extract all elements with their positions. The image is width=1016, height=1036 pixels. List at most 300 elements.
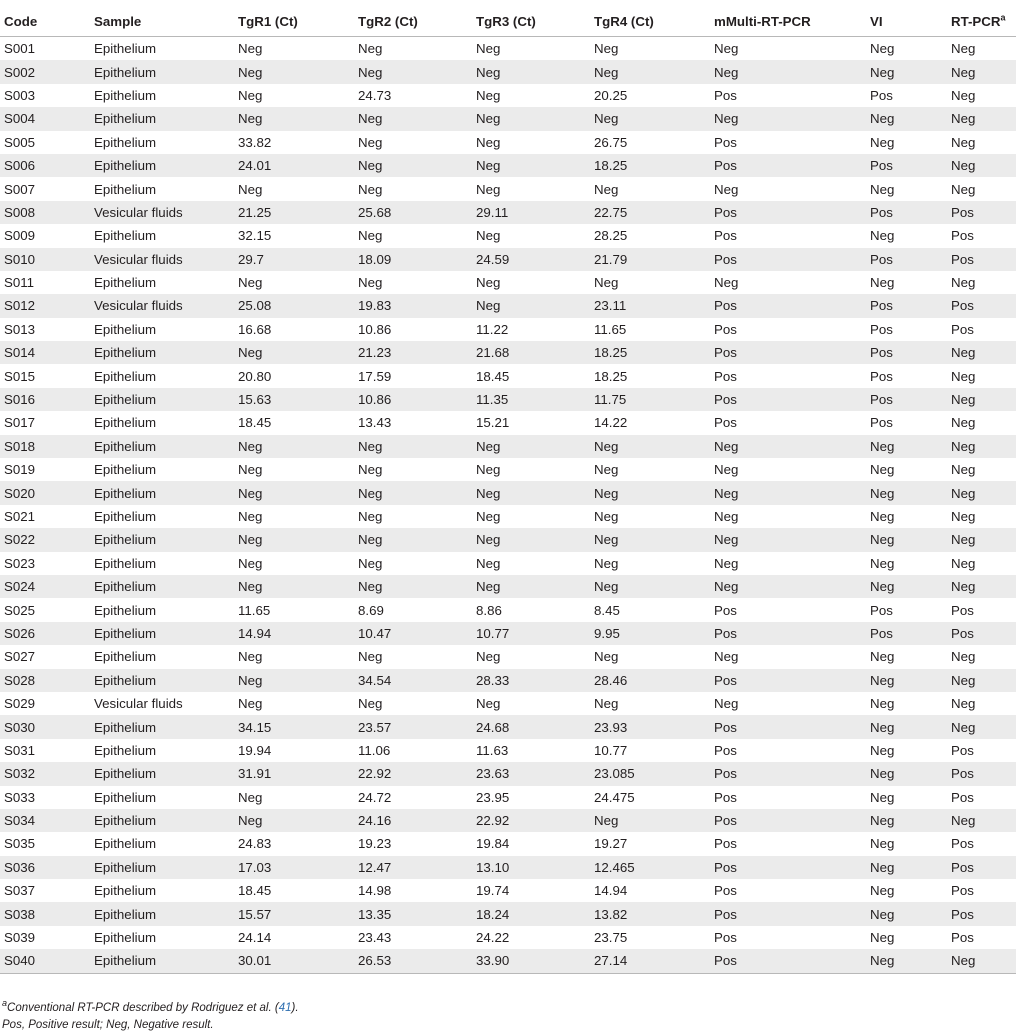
cell-tgr1: Neg [234,481,354,504]
cell-tgr2: 21.23 [354,341,472,364]
cell-tgr4: 19.27 [594,836,628,852]
cell-vi: Pos [866,622,947,645]
table-row [0,739,1016,762]
cell-tgr4: 9.95 [590,622,710,645]
cell-tgr4: 23.11 [590,294,710,317]
table-row [0,645,1016,668]
cell-sample: Epithelium [90,481,234,504]
cell-rt-pcr: Neg [951,509,976,524]
cell-tgr1: Neg [238,649,263,665]
cell-vi: Pos [866,248,947,271]
cell-sample: Epithelium [94,602,157,618]
reference-link[interactable]: 41 [278,1002,292,1014]
cell-vi: Neg [870,275,895,291]
cell-mmulti-rt-pcr: Pos [714,321,737,337]
cell-rt-pcr: Pos [951,742,974,758]
cell-tgr3: 33.90 [472,949,590,973]
cell-tgr2: Neg [354,528,472,551]
cell-rt-pcr: Neg [947,435,1016,458]
cell-tgr3: 19.84 [476,836,510,852]
cell-sample: Epithelium [90,809,234,832]
cell-tgr4: 20.25 [594,87,628,103]
cell-rt-pcr: Neg [947,715,1016,738]
cell-rt-pcr: Pos [947,762,1016,785]
cell-tgr1: Neg [238,789,263,805]
cell-tgr3: 19.74 [476,883,510,899]
cell-code: S012 [0,294,90,317]
cell-tgr1: 15.57 [234,902,354,925]
cell-code: S034 [0,809,90,832]
cell-tgr3: Neg [472,435,590,458]
cell-sample: Epithelium [94,649,157,665]
table-row [0,37,1016,61]
table-row [0,692,1016,715]
footnote-a-text: Conventional RT-PCR described by Rodriguez et al. ( [7,1002,279,1014]
cell-tgr3: Neg [476,649,501,665]
cell-tgr1: 24.14 [238,930,272,946]
cell-vi: Neg [870,836,895,852]
table-row [0,154,1016,177]
cell-mmulti-rt-pcr: Neg [714,275,739,291]
cell-code: S016 [0,388,90,411]
cell-mmulti-rt-pcr: Neg [714,649,739,665]
cell-mmulti-rt-pcr: Neg [714,696,739,712]
cell-vi: Neg [870,41,895,57]
cell-vi: Neg [866,481,947,504]
cell-vi: Neg [866,809,947,832]
table-row [0,364,1016,387]
cell-vi: Neg [866,715,947,738]
cell-tgr2: 25.68 [354,201,472,224]
cell-tgr2: Neg [358,696,383,712]
cell-tgr3: Neg [476,509,501,524]
cell-tgr2: 10.86 [354,388,472,411]
table-row [0,879,1016,902]
cell-vi: Pos [866,201,947,224]
cell-rt-pcr: Pos [951,321,974,337]
cell-tgr3: 15.21 [476,415,510,431]
cell-tgr1: 18.45 [238,415,272,431]
cell-sample: Epithelium [90,154,234,177]
cell-rt-pcr: Pos [947,201,1016,224]
cell-tgr1: 34.15 [234,715,354,738]
cell-vi: Pos [866,341,947,364]
cell-rt-pcr: Neg [951,696,976,712]
cell-rt-pcr: Pos [951,836,974,852]
cell-code: S032 [0,762,90,785]
cell-sample: Epithelium [94,228,157,244]
cell-mmulti-rt-pcr: Neg [714,462,739,478]
cell-tgr3: Neg [472,294,590,317]
cell-rt-pcr: Pos [951,789,974,805]
cell-sample: Epithelium [94,930,157,946]
cell-code: S037 [4,883,36,899]
cell-sample: Epithelium [90,60,234,83]
cell-code: S010 [0,248,90,271]
cell-mmulti-rt-pcr: Neg [710,435,866,458]
cell-code: S036 [0,856,90,879]
cell-tgr1: Neg [238,275,263,291]
cell-rt-pcr: Pos [951,602,974,618]
cell-tgr4: 18.25 [590,154,710,177]
cell-code: S011 [4,275,35,291]
footnote-marker: a [1000,12,1006,23]
cell-tgr4: 28.46 [590,669,710,692]
cell-tgr4: Neg [594,41,619,57]
cell-vi: Neg [866,856,947,879]
header-sample: Sample [90,6,234,37]
cell-tgr4: Neg [590,528,710,551]
cell-mmulti-rt-pcr: Neg [710,528,866,551]
cell-rt-pcr: Pos [947,622,1016,645]
table-row [0,598,1016,621]
table-row [0,715,1016,738]
cell-tgr2: 19.83 [354,294,472,317]
cell-vi: Neg [866,60,947,83]
cell-tgr1: Neg [238,509,263,524]
header-tgr4: TgR4 (Ct) [590,6,710,37]
cell-tgr3: 22.92 [472,809,590,832]
cell-tgr4: 23.93 [590,715,710,738]
cell-tgr2: 26.53 [354,949,472,973]
cell-tgr2: Neg [358,134,383,150]
header-mmulti-rt-pcr: mMulti-RT-PCR [710,6,866,37]
cell-tgr2: 8.69 [358,602,384,618]
table-row [0,131,1016,154]
cell-tgr2: Neg [358,275,383,291]
cell-tgr4: Neg [594,181,619,197]
cell-tgr3: 11.22 [476,321,509,337]
cell-tgr3: Neg [476,87,501,103]
cell-mmulti-rt-pcr: Neg [714,41,739,57]
cell-tgr2: 24.16 [354,809,472,832]
cell-mmulti-rt-pcr: Neg [714,509,739,524]
cell-mmulti-rt-pcr: Pos [714,134,737,150]
cell-tgr4: Neg [590,575,710,598]
cell-rt-pcr: Neg [951,181,976,197]
cell-vi: Neg [870,134,895,150]
table-row [0,762,1016,785]
cell-vi: Pos [866,294,947,317]
table-row [0,856,1016,879]
cell-sample: Epithelium [94,275,157,291]
cell-tgr2: Neg [358,649,383,665]
cell-mmulti-rt-pcr: Pos [710,154,866,177]
abbreviations-note: Pos, Positive result; Neg, Negative result. [2,1019,214,1031]
table-row [0,902,1016,925]
cell-rt-pcr: Neg [951,415,976,431]
cell-vi: Neg [866,949,947,973]
cell-tgr4: 23.085 [590,762,710,785]
cell-tgr4: 22.75 [590,201,710,224]
cell-tgr1: Neg [234,669,354,692]
table-row [0,84,1016,107]
cell-sample: Epithelium [90,575,234,598]
cell-code: S023 [4,555,36,571]
cell-mmulti-rt-pcr: Pos [714,742,737,758]
cell-tgr4: 18.25 [594,368,628,384]
cell-sample: Epithelium [90,107,234,130]
cell-sample: Epithelium [94,883,157,899]
cell-tgr4: Neg [594,555,619,571]
cell-tgr4: 11.65 [594,321,627,337]
cell-vi: Neg [866,107,947,130]
cell-vi: Neg [870,930,895,946]
cell-tgr1: Neg [238,41,263,57]
cell-rt-pcr: Pos [947,248,1016,271]
table-row [0,294,1016,317]
cell-tgr2: Neg [354,154,472,177]
cell-mmulti-rt-pcr: Pos [710,622,866,645]
cell-tgr2: Neg [358,462,383,478]
cell-mmulti-rt-pcr: Pos [710,388,866,411]
cell-tgr3: 23.95 [476,789,510,805]
cell-tgr2: Neg [354,481,472,504]
cell-vi: Neg [870,509,895,524]
cell-tgr3: Neg [476,181,501,197]
cell-code: S013 [4,321,36,337]
cell-mmulti-rt-pcr: Pos [714,836,737,852]
cell-rt-pcr: Pos [947,294,1016,317]
cell-tgr1: 21.25 [234,201,354,224]
cell-tgr2: 13.43 [358,415,392,431]
cell-tgr2: 10.86 [358,321,392,337]
cell-vi: Pos [870,368,893,384]
cell-sample: Epithelium [90,715,234,738]
cell-tgr4: 28.25 [594,228,628,244]
cell-code: S002 [0,60,90,83]
cell-tgr3: Neg [476,462,501,478]
cell-vi: Neg [866,575,947,598]
cell-vi: Neg [870,649,895,665]
cell-sample: Epithelium [90,341,234,364]
cell-tgr4: 21.79 [590,248,710,271]
cell-mmulti-rt-pcr: Neg [710,107,866,130]
cell-mmulti-rt-pcr: Pos [710,715,866,738]
cell-sample: Epithelium [94,368,157,384]
cell-rt-pcr: Neg [951,462,976,478]
cell-tgr2: 14.98 [358,883,392,899]
cell-tgr2: Neg [354,60,472,83]
cell-rt-pcr: Pos [951,228,974,244]
cell-sample: Epithelium [94,742,157,758]
cell-code: S022 [0,528,90,551]
cell-tgr1: Neg [238,696,263,712]
cell-mmulti-rt-pcr: Neg [710,60,866,83]
cell-code: S009 [4,228,36,244]
cell-tgr3: Neg [476,555,501,571]
cell-mmulti-rt-pcr: Pos [710,294,866,317]
cell-rt-pcr: Neg [947,809,1016,832]
cell-tgr1: 29.7 [234,248,354,271]
cell-tgr2: 13.35 [354,902,472,925]
cell-rt-pcr: Pos [951,883,974,899]
cell-rt-pcr: Neg [951,275,976,291]
cell-tgr1: Neg [238,87,263,103]
cell-mmulti-rt-pcr: Neg [714,555,739,571]
cell-mmulti-rt-pcr: Neg [714,181,739,197]
footnote-a-marker: a [2,998,8,1009]
cell-tgr2: 22.92 [354,762,472,785]
cell-code: S001 [4,41,36,57]
cell-code: S017 [4,415,36,431]
cell-tgr4: 23.75 [594,930,628,946]
cell-tgr1: 18.45 [238,883,272,899]
cell-sample: Epithelium [94,462,157,478]
cell-tgr3: 23.63 [472,762,590,785]
cell-rt-pcr: Neg [947,388,1016,411]
cell-tgr4: 12.465 [590,856,710,879]
cell-tgr3: Neg [476,41,501,57]
cell-mmulti-rt-pcr: Pos [710,248,866,271]
cell-tgr1: 30.01 [234,949,354,973]
cell-tgr1: 24.83 [238,836,272,852]
cell-code: S024 [0,575,90,598]
cell-sample: Epithelium [94,321,157,337]
table-row [0,248,1016,271]
cell-rt-pcr: Neg [951,87,976,103]
cell-tgr4: 10.77 [594,742,628,758]
cell-tgr1: Neg [234,435,354,458]
cell-sample: Epithelium [94,134,157,150]
cell-mmulti-rt-pcr: Pos [710,902,866,925]
cell-code: S008 [0,201,90,224]
cell-tgr2: 23.43 [358,930,392,946]
cell-tgr3: Neg [472,154,590,177]
cell-code: S006 [0,154,90,177]
cell-tgr1: Neg [234,60,354,83]
header-vi: VI [866,6,947,37]
cell-sample: Epithelium [90,856,234,879]
cell-sample: Vesicular fluids [90,248,234,271]
cell-tgr2: 18.09 [354,248,472,271]
cell-code: S007 [4,181,36,197]
cell-rt-pcr: Neg [951,368,976,384]
cell-tgr1: 24.01 [234,154,354,177]
cell-code: S021 [4,509,36,524]
cell-vi: Pos [870,602,893,618]
cell-vi: Pos [866,154,947,177]
cell-sample: Vesicular fluids [90,294,234,317]
header-tgr2: TgR2 (Ct) [354,6,472,37]
cell-vi: Neg [870,555,895,571]
cell-tgr3: 8.86 [476,602,502,618]
header-code: Code [0,6,90,37]
table-row [0,201,1016,224]
table-header-row [0,6,1016,37]
cell-tgr1: 17.03 [234,856,354,879]
cell-tgr1: Neg [234,528,354,551]
cell-tgr4: Neg [594,275,619,291]
cell-tgr2: 17.59 [358,368,392,384]
cell-mmulti-rt-pcr: Pos [710,341,866,364]
cell-sample: Epithelium [94,181,157,197]
cell-tgr3: Neg [476,696,501,712]
cell-tgr1: 19.94 [238,742,272,758]
header-tgr1: TgR1 (Ct) [234,6,354,37]
cell-tgr3: Neg [472,528,590,551]
cell-code: S015 [4,368,36,384]
cell-tgr2: 34.54 [354,669,472,692]
cell-tgr2: Neg [354,435,472,458]
cell-tgr4: Neg [594,649,619,665]
cell-mmulti-rt-pcr: Pos [710,809,866,832]
cell-tgr2: Neg [358,181,383,197]
table-row [0,341,1016,364]
cell-tgr3: 18.45 [476,368,510,384]
results-table [0,6,1016,974]
cell-tgr3: Neg [472,481,590,504]
cell-tgr2: Neg [358,228,383,244]
cell-tgr1: Neg [234,107,354,130]
table-row [0,575,1016,598]
cell-code: S033 [4,789,36,805]
cell-mmulti-rt-pcr: Pos [710,856,866,879]
cell-code: S003 [4,87,36,103]
cell-sample: Epithelium [90,902,234,925]
footnote-a [2,1000,299,1017]
cell-sample: Epithelium [94,41,157,57]
cell-tgr2: Neg [358,555,383,571]
cell-code: S020 [0,481,90,504]
cell-rt-pcr: Neg [951,649,976,665]
table-row [0,458,1016,481]
cell-mmulti-rt-pcr: Pos [714,789,737,805]
cell-tgr2: 24.73 [358,87,392,103]
cell-tgr4: 14.94 [594,883,628,899]
cell-rt-pcr: Neg [951,134,976,150]
cell-code: S019 [4,462,36,478]
table-row [0,60,1016,83]
cell-tgr3: 24.68 [472,715,590,738]
cell-tgr1: 32.15 [238,228,272,244]
cell-tgr4: 13.82 [590,902,710,925]
table-row [0,949,1016,973]
cell-mmulti-rt-pcr: Neg [710,575,866,598]
cell-code: S030 [0,715,90,738]
cell-vi: Neg [866,528,947,551]
cell-vi: Neg [866,669,947,692]
cell-vi: Neg [866,435,947,458]
cell-tgr4: Neg [594,696,619,712]
cell-tgr3: 24.59 [472,248,590,271]
cell-tgr4: 27.14 [590,949,710,973]
cell-vi: Neg [870,228,895,244]
cell-sample: Epithelium [90,435,234,458]
cell-code: S035 [4,836,36,852]
cell-code: S026 [0,622,90,645]
cell-code: S029 [4,696,36,712]
cell-tgr3: 10.77 [472,622,590,645]
cell-tgr1: Neg [234,809,354,832]
cell-rt-pcr: Neg [947,575,1016,598]
cell-code: S018 [0,435,90,458]
cell-sample: Epithelium [90,388,234,411]
cell-tgr1: Neg [234,341,354,364]
table-row [0,224,1016,247]
cell-tgr1: 16.68 [238,321,272,337]
cell-tgr1: 25.08 [234,294,354,317]
cell-tgr4: Neg [590,60,710,83]
cell-vi: Pos [870,415,893,431]
cell-mmulti-rt-pcr: Pos [714,228,737,244]
cell-mmulti-rt-pcr: Pos [710,949,866,973]
cell-rt-pcr: Neg [947,341,1016,364]
cell-tgr4: 26.75 [594,134,628,150]
cell-sample: Epithelium [90,762,234,785]
table-row [0,177,1016,200]
cell-tgr4: Neg [594,509,619,524]
